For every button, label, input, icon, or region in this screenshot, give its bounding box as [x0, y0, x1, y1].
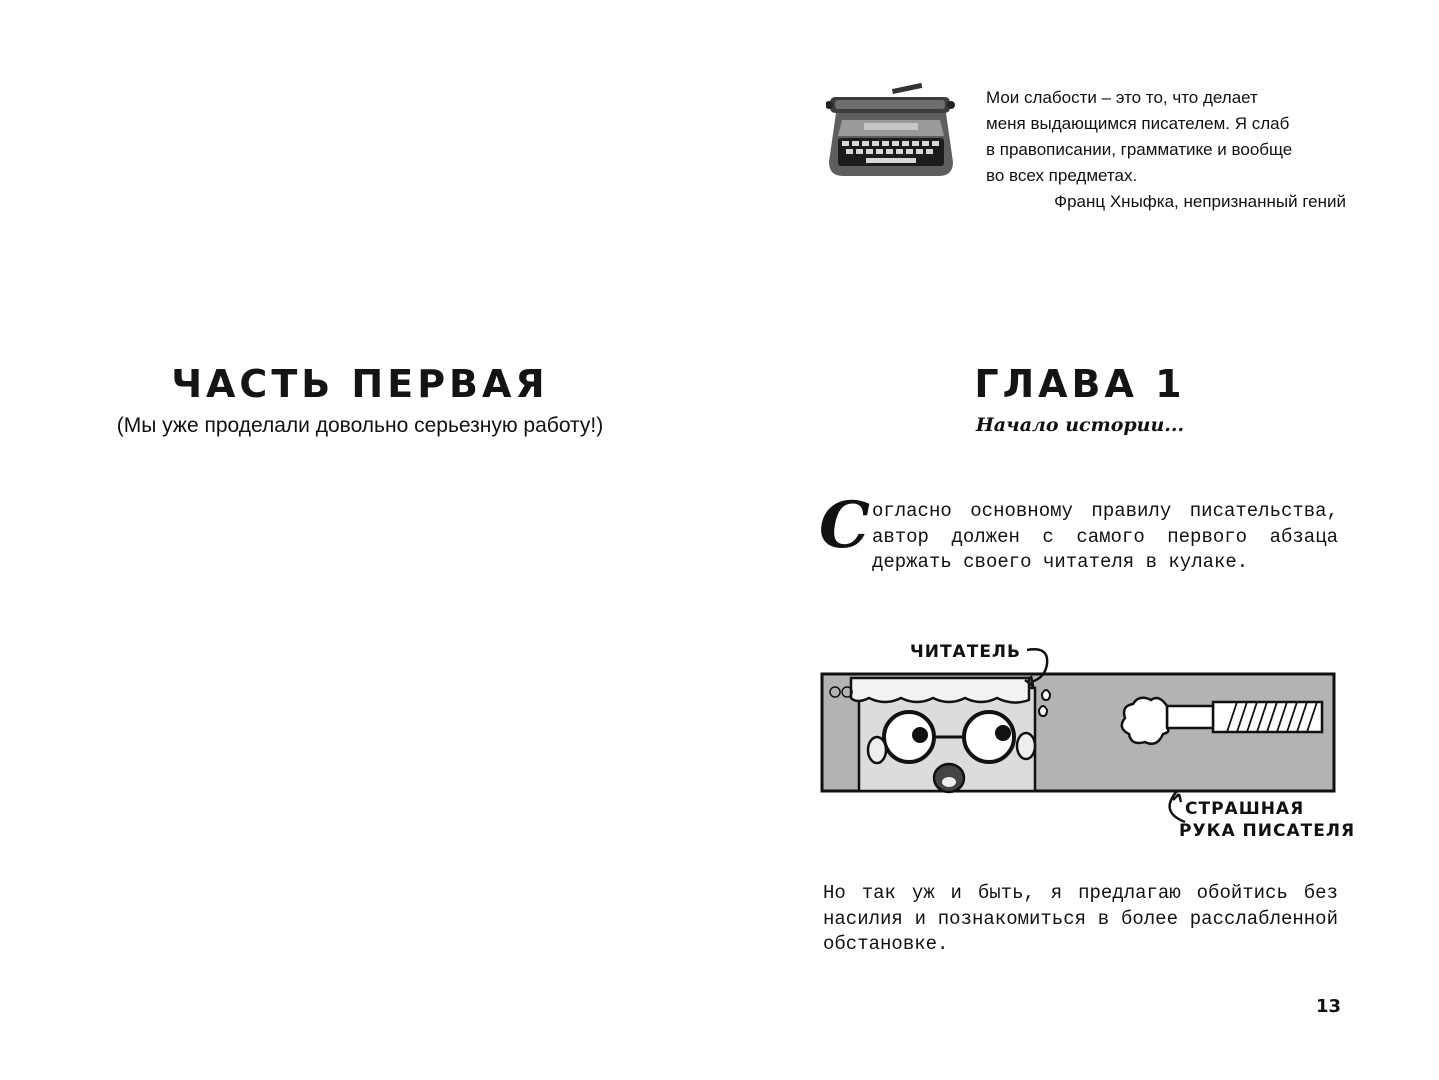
part-subtitle: (Мы уже проделали довольно серьезную работу!) — [116, 414, 604, 437]
label-reader: ЧИТАТЕЛЬ — [910, 642, 1022, 662]
right-page — [720, 0, 1439, 1080]
paragraph-opening-text: огласно основному правилу писательства, автор должен с самого первого абзаца держать своего читателя в кулаке. — [871, 500, 1338, 573]
paragraph-opening — [819, 488, 1338, 576]
epigraph-attribution: Франц Хныфка, непризнанный гений — [1054, 192, 1346, 211]
page-number: 13 — [1316, 996, 1342, 1017]
epigraph-line: меня выдающимся писателем. Я слаб — [986, 114, 1290, 133]
part-title: ЧАСТЬ ПЕРВАЯ — [171, 362, 549, 406]
drop-cap: С — [819, 488, 870, 563]
reader-comic-illustration — [817, 634, 1356, 850]
epigraph-line: во всех предметах. — [986, 166, 1138, 185]
epigraph-line: в правописании, грамматике и вообще — [986, 140, 1293, 159]
epigraph-line: Мои слабости – это то, что делает — [986, 88, 1258, 107]
epigraph — [986, 85, 1346, 215]
typewriter-illustration — [826, 80, 956, 184]
label-writer-hand-line2: РУКА ПИСАТЕЛЯ — [1179, 821, 1356, 841]
label-writer-hand-line1: СТРАШНАЯ — [1185, 799, 1305, 819]
chapter-title: ГЛАВА 1 — [974, 362, 1186, 406]
chapter-subtitle: Начало истории... — [975, 414, 1185, 436]
paragraph-second: Но так уж и быть, я предлагаю обойтись без насилия и познакомиться в более расслабленной обстановке. — [823, 882, 1338, 955]
